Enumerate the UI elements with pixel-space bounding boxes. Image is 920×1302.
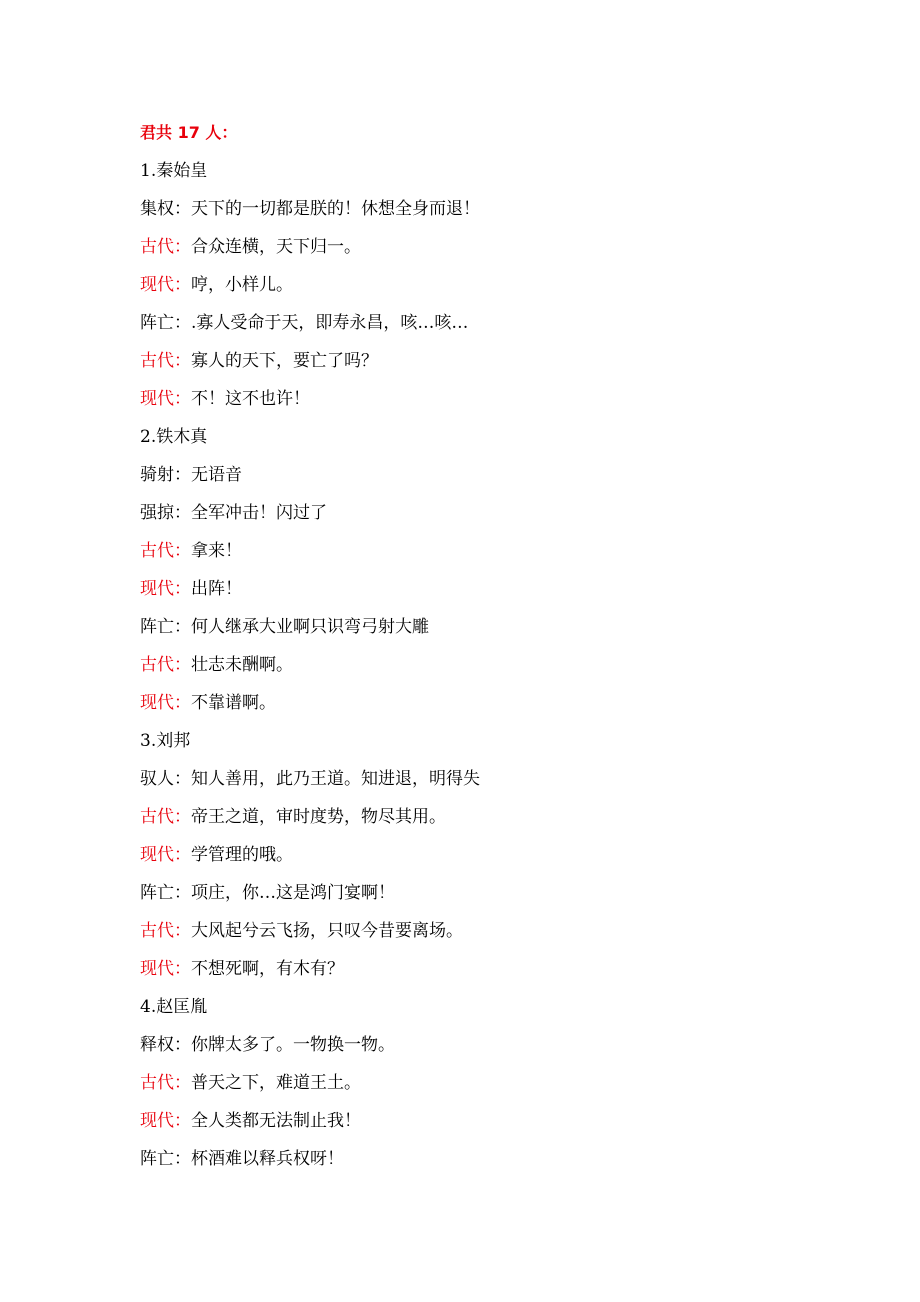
dialogue-line: [140, 874, 840, 912]
dialogue-line: [140, 1140, 840, 1178]
line-label: 释权：: [140, 1035, 191, 1055]
line-text: 出阵！: [191, 579, 242, 599]
line-text: 全人类都无法制止我！: [191, 1111, 361, 1131]
line-label: 古代：: [140, 237, 191, 257]
line-text: 你牌太多了。一物换一物。: [191, 1035, 395, 1055]
line-text: 无语音: [191, 465, 242, 485]
line-label: 集权：: [140, 199, 191, 219]
line-label: 阵亡：: [140, 313, 191, 333]
line-label: 阵亡：: [140, 1149, 191, 1169]
line-label: 现代：: [140, 579, 191, 599]
line-text: 普天之下，难道王土。: [191, 1073, 361, 1093]
line-label: 现代：: [140, 693, 191, 713]
line-label: 现代：: [140, 845, 191, 865]
line-text: 全军冲击！闪过了: [191, 503, 327, 523]
dialogue-line: [140, 912, 840, 950]
document-lines: [140, 152, 840, 1178]
line-label: 古代：: [140, 921, 191, 941]
line-text: 寡人的天下，要亡了吗？: [191, 351, 378, 371]
dialogue-line: [140, 798, 840, 836]
line-text: 知人善用，此乃王道。知进退，明得失: [191, 769, 480, 789]
line-label: 古代：: [140, 541, 191, 561]
line-text: 合众连横，天下归一。: [191, 237, 361, 257]
dialogue-line: [140, 494, 840, 532]
line-label: 现代：: [140, 1111, 191, 1131]
line-text: 拿来！: [191, 541, 242, 561]
line-label: 古代：: [140, 1073, 191, 1093]
dialogue-line: [140, 190, 840, 228]
section-title: 3.刘邦: [140, 731, 191, 751]
document-page: [140, 114, 840, 1178]
section-title: 1.秦始皇: [140, 161, 208, 181]
line-label: 强掠：: [140, 503, 191, 523]
line-label: 阵亡：: [140, 617, 191, 637]
line-text: 学管理的哦。: [191, 845, 293, 865]
line-text: 不！这不也许！: [191, 389, 310, 409]
dialogue-line: [140, 608, 840, 646]
dialogue-line: [140, 646, 840, 684]
line-label: 阵亡：: [140, 883, 191, 903]
dialogue-line: [140, 342, 840, 380]
line-text: .寡人受命于天，即寿永昌，咳…咳…: [191, 313, 469, 333]
dialogue-line: [140, 228, 840, 266]
line-text: 帝王之道，审时度势，物尽其用。: [191, 807, 446, 827]
line-label: 骑射：: [140, 465, 191, 485]
line-label: 古代：: [140, 807, 191, 827]
section-title: 2.铁木真: [140, 427, 208, 447]
line-text: 壮志未酬啊。: [191, 655, 293, 675]
line-text: 不想死啊，有木有？: [191, 959, 344, 979]
dialogue-line: [140, 1026, 840, 1064]
line-label: 现代：: [140, 389, 191, 409]
line-label: 驭人：: [140, 769, 191, 789]
line-text: 项庄，你…这是鸿门宴啊！: [191, 883, 395, 903]
dialogue-line: [140, 836, 840, 874]
dialogue-line: [140, 760, 840, 798]
line-text: 不靠谱啊。: [191, 693, 276, 713]
dialogue-line: [140, 456, 840, 494]
line-label: 古代：: [140, 351, 191, 371]
dialogue-line: [140, 380, 840, 418]
dialogue-line: [140, 950, 840, 988]
line-label: 现代：: [140, 275, 191, 295]
line-label: 古代：: [140, 655, 191, 675]
dialogue-line: [140, 1102, 840, 1140]
dialogue-line: [140, 304, 840, 342]
line-text: 大风起兮云飞扬，只叹今昔要离场。: [191, 921, 463, 941]
dialogue-line: [140, 266, 840, 304]
line-text: 哼，小样儿。: [191, 275, 293, 295]
line-text: 杯酒难以释兵权呀！: [191, 1149, 344, 1169]
section-title: 4.赵匡胤: [140, 997, 208, 1017]
dialogue-line: [140, 1064, 840, 1102]
line-text: 何人继承大业啊只识弯弓射大雕: [191, 617, 429, 637]
dialogue-line: [140, 532, 840, 570]
document-heading: 君共 17 人：: [140, 123, 238, 142]
line-text: 天下的一切都是朕的！休想全身而退！: [191, 199, 480, 219]
dialogue-line: [140, 570, 840, 608]
dialogue-line: [140, 684, 840, 722]
line-label: 现代：: [140, 959, 191, 979]
